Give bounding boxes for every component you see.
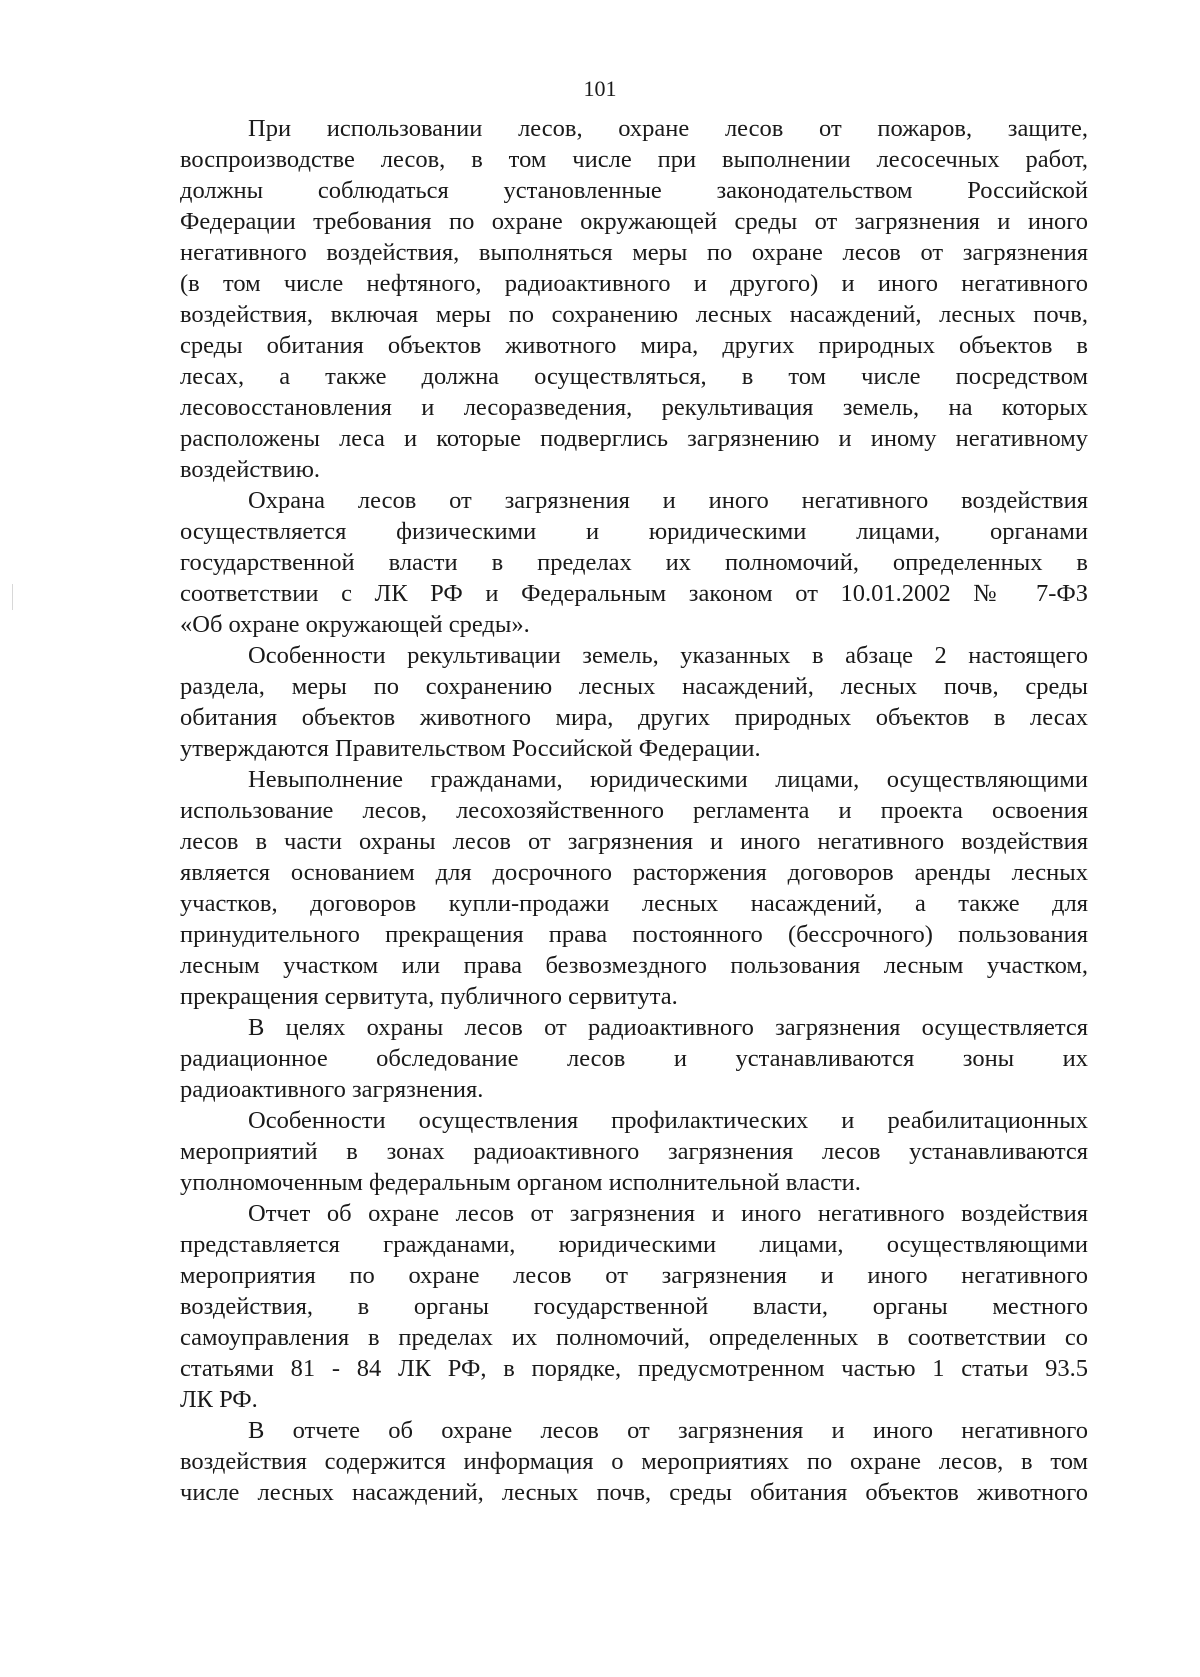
page-number: 101: [583, 76, 617, 101]
paragraph-line: осуществляется физическими и юридическими лицами, органами: [180, 518, 1088, 545]
document-body: [180, 113, 1088, 1508]
paragraph-line: Особенности осуществления профилактических и реабилитационных: [248, 1107, 1088, 1134]
paragraph: [180, 1415, 1088, 1508]
paragraph-line: (в том числе нефтяного, радиоактивного и другого) и иного негативного: [180, 270, 1088, 297]
paragraph-line: представляется гражданами, юридическими лицами, осуществляющими: [180, 1231, 1088, 1258]
paragraph-line: расположены леса и которые подверглись загрязнению и иному негативному: [180, 425, 1088, 452]
paragraph-line: мероприятия по охране лесов от загрязнения и иного негативного: [180, 1262, 1088, 1289]
paragraph: [180, 485, 1088, 640]
paragraph-line: соответствии с ЛК РФ и Федеральным законом от 10.01.2002 № 7-ФЗ: [180, 580, 1088, 607]
paragraph-line: мероприятий в зонах радиоактивного загрязнения лесов устанавливаются: [180, 1138, 1088, 1165]
paragraph-line: Федерации требования по охране окружающей среды от загрязнения и иного: [180, 208, 1088, 235]
paragraph-line: Отчет об охране лесов от загрязнения и иного негативного воздействия: [248, 1200, 1088, 1227]
paragraph-line: лесах, а также должна осуществляться, в том числе посредством: [180, 363, 1088, 390]
paragraph-line: воспроизводстве лесов, в том числе при выполнении лесосечных работ,: [180, 146, 1088, 173]
paragraph: [180, 764, 1088, 1012]
paragraph-line: воздействию.: [180, 456, 321, 483]
paragraph: [180, 640, 1088, 764]
paragraph-line: числе лесных насаждений, лесных почв, среды обитания объектов животного: [180, 1479, 1088, 1506]
paragraph-line: использование лесов, лесохозяйственного регламента и проекта освоения: [180, 797, 1088, 824]
paragraph: [180, 113, 1088, 485]
paragraph: [180, 1198, 1088, 1415]
paragraph-line: Невыполнение гражданами, юридическими лицами, осуществляющими: [248, 766, 1088, 793]
paragraph-line: При использовании лесов, охране лесов от пожаров, защите,: [248, 115, 1088, 142]
paragraph-line: «Об охране окружающей среды».: [180, 611, 530, 638]
paragraph-line: радиоактивного загрязнения.: [180, 1076, 484, 1103]
paragraph-line: уполномоченным федеральным органом исполнительной власти.: [180, 1169, 861, 1196]
paragraph-line: утверждаются Правительством Российской Федерации.: [180, 735, 761, 762]
paragraph-line: прекращения сервитута, публичного сервитута.: [180, 983, 678, 1010]
paragraph-line: воздействия, включая меры по сохранению лесных насаждений, лесных почв,: [180, 301, 1088, 328]
paragraph-line: воздействия, в органы государственной власти, органы местного: [180, 1293, 1088, 1320]
paragraph-line: негативного воздействия, выполняться меры по охране лесов от загрязнения: [180, 239, 1088, 266]
paragraph-line: самоуправления в пределах их полномочий, определенных в соответствии со: [180, 1324, 1088, 1351]
paragraph-line: среды обитания объектов животного мира, других природных объектов в: [180, 332, 1088, 359]
paragraph: [180, 1105, 1088, 1198]
scan-margin-mark: [12, 584, 13, 610]
paragraph-line: радиационное обследование лесов и устанавливаются зоны их: [180, 1045, 1088, 1072]
paragraph-line: В целях охраны лесов от радиоактивного загрязнения осуществляется: [248, 1014, 1088, 1041]
paragraph-line: статьями 81 - 84 ЛК РФ, в порядке, предусмотренном частью 1 статьи 93.5: [180, 1355, 1088, 1382]
paragraph-line: раздела, меры по сохранению лесных насаждений, лесных почв, среды: [180, 673, 1088, 700]
paragraph-line: лесным участком или права безвозмездного пользования лесным участком,: [180, 952, 1088, 979]
paragraph-line: лесов в части охраны лесов от загрязнения и иного негативного воздействия: [180, 828, 1088, 855]
paragraph-line: участков, договоров купли-продажи лесных насаждений, а также для: [180, 890, 1088, 917]
paragraph-line: должны соблюдаться установленные законодательством Российской: [180, 177, 1088, 204]
paragraph-line: ЛК РФ.: [180, 1386, 258, 1413]
paragraph-line: В отчете об охране лесов от загрязнения и иного негативного: [248, 1417, 1088, 1444]
paragraph-line: Особенности рекультивации земель, указанных в абзаце 2 настоящего: [248, 642, 1088, 669]
paragraph-line: воздействия содержится информация о мероприятиях по охране лесов, в том: [180, 1448, 1088, 1475]
paragraph-line: лесовосстановления и лесоразведения, рекультивация земель, на которых: [180, 394, 1088, 421]
paragraph-line: Охрана лесов от загрязнения и иного негативного воздействия: [248, 487, 1088, 514]
paragraph: [180, 1012, 1088, 1105]
paragraph-line: является основанием для досрочного расторжения договоров аренды лесных: [180, 859, 1088, 886]
paragraph-line: обитания объектов животного мира, других природных объектов в лесах: [180, 704, 1088, 731]
paragraph-line: государственной власти в пределах их полномочий, определенных в: [180, 549, 1088, 576]
paragraph-line: принудительного прекращения права постоянного (бессрочного) пользования: [180, 921, 1088, 948]
